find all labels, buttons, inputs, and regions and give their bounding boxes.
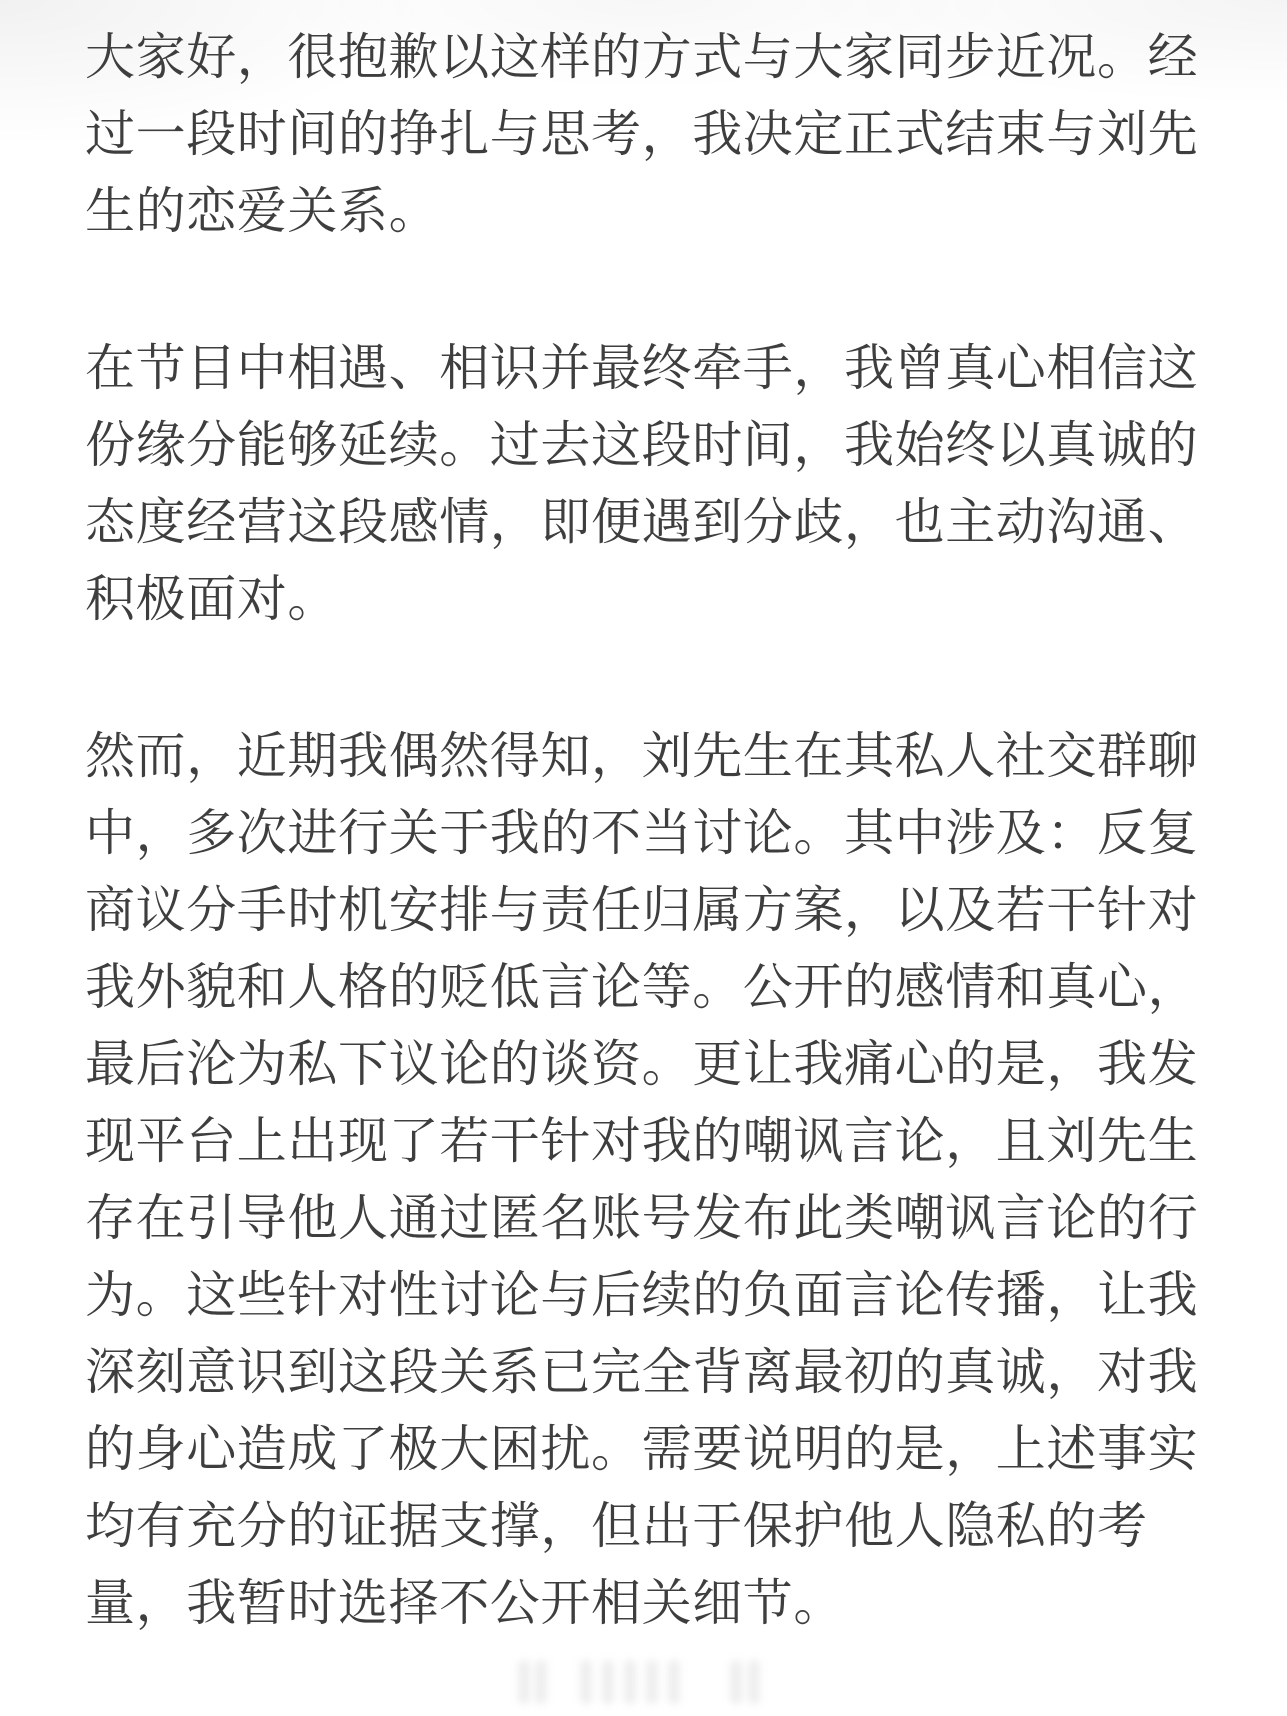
watermark-smudge [748,1660,760,1704]
watermark-smudge [646,1660,658,1704]
watermark-smudge [730,1660,742,1704]
faded-watermark [518,1658,762,1706]
paragraph-intro [85,19,1202,250]
statement-line: 生的恋爱关系。 [85,183,440,239]
statement-line: 存在引导他人通过匿名账号发布此类嘲讽言论的行 [85,1190,1199,1246]
watermark-smudge [580,1660,592,1704]
statement-line: 深刻意识到这段关系已完全背离最初的真诚，对我 [85,1344,1199,1400]
statement-line: 过一段时间的挣扎与思考，我决定正式结束与刘先 [85,106,1199,162]
watermark-smudge [518,1660,530,1704]
statement-line: 积极面对。 [85,571,338,627]
statement-line: 商议分手时机安排与责任归属方案，以及若干针对 [85,882,1199,938]
statement-line: 份缘分能够延续。过去这段时间，我始终以真诚的 [85,417,1199,473]
statement-line: 态度经营这段感情，即便遇到分歧，也主动沟通、 [85,494,1199,550]
paragraph-reasons [85,718,1202,1642]
statement-line: 我外貌和人格的贬低言论等。公开的感情和真心， [85,959,1199,1015]
statement-line: 的身心造成了极大困扰。需要说明的是，上述事实 [85,1421,1199,1477]
statement-line: 为。这些针对性讨论与后续的负面言论传播，让我 [85,1267,1199,1323]
watermark-smudge [668,1660,680,1704]
watermark-smudge [624,1660,636,1704]
watermark-smudge [602,1660,614,1704]
statement-line: 现平台上出现了若干针对我的嘲讽言论，且刘先生 [85,1113,1199,1169]
statement-text [85,19,1202,1642]
statement-line: 中，多次进行关于我的不当讨论。其中涉及：反复 [85,805,1199,861]
paragraph-relationship [85,330,1202,638]
statement-line: 然而，近期我偶然得知，刘先生在其私人社交群聊 [85,728,1199,784]
statement-line: 量，我暂时选择不公开相关细节。 [85,1575,844,1631]
statement-line: 均有充分的证据支撑，但出于保护他人隐私的考 [85,1498,1148,1554]
statement-line: 在节目中相遇、相识并最终牵手，我曾真心相信这 [85,340,1199,396]
statement-line: 大家好，很抱歉以这样的方式与大家同步近况。经 [85,29,1199,85]
watermark-smudge [535,1660,547,1704]
statement-line: 最后沦为私下议论的谈资。更让我痛心的是，我发 [85,1036,1199,1092]
